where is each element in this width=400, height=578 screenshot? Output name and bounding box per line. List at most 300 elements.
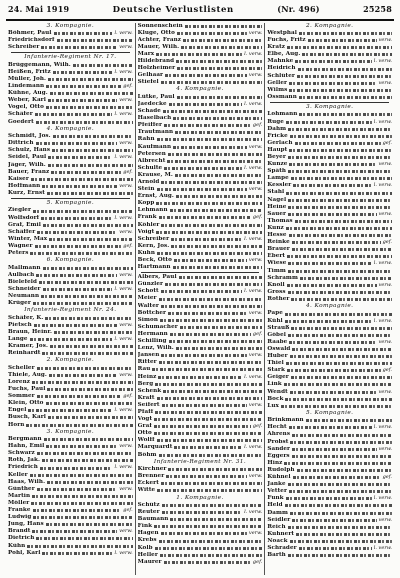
list-entry — [8, 400, 133, 407]
entry-details-text — [168, 312, 247, 315]
entry-status: verw. — [248, 29, 263, 36]
entry-name: Kraft — [137, 394, 155, 401]
list-entry — [138, 151, 263, 158]
entry-details-text — [157, 138, 263, 141]
entry-details-text — [57, 39, 133, 42]
list-entry — [267, 119, 392, 126]
entry-details-text — [42, 552, 112, 555]
section-heading: 4. Kompagnie. — [305, 302, 354, 309]
entry-details-text — [54, 32, 113, 35]
entry-name: Lindemann — [8, 83, 45, 90]
entry-details-text — [27, 545, 132, 548]
entry-name: Jansen — [137, 352, 160, 359]
entry-name: Haupt — [267, 146, 288, 153]
list-entry — [138, 359, 263, 366]
entry-status: verw. — [248, 401, 263, 408]
list-entry — [267, 346, 392, 353]
entry-details-text — [48, 156, 112, 159]
list-entry — [267, 495, 392, 502]
entry-status: l. verw. — [244, 235, 263, 242]
list-entry — [138, 274, 263, 281]
list-entry — [267, 389, 392, 396]
list-entry — [138, 165, 263, 172]
entry-name: Schlüter — [267, 72, 295, 79]
entry-name: Kühn — [8, 542, 26, 549]
list-entry — [8, 169, 133, 176]
entry-name: Hesse — [267, 232, 287, 239]
entry-status: verw. — [378, 210, 393, 217]
section-heading: 4. Kompagnie. — [46, 125, 95, 132]
list-entry — [267, 310, 392, 317]
list-entry — [8, 250, 133, 257]
list-entry — [138, 437, 263, 444]
entry-name: Friedrichsdorf — [8, 37, 55, 44]
list-entry — [8, 422, 133, 429]
entry-name: Mallmann — [8, 264, 41, 271]
entry-name: Schreiber — [8, 44, 40, 51]
entry-details-text — [284, 462, 392, 465]
entry-name: Bauer, Franz — [8, 168, 50, 175]
entry-name: Kunz — [267, 224, 284, 231]
entry-name: Janke — [267, 481, 286, 488]
entry-details-text — [30, 252, 132, 255]
entry-details-text — [53, 135, 133, 138]
entry-name: Geller — [267, 79, 288, 86]
list-entry — [267, 524, 392, 531]
entry-status: l. verw. — [373, 544, 393, 551]
entry-name: Schrader — [267, 544, 297, 551]
entry-name: Graf — [137, 423, 152, 430]
entry-details-text — [288, 199, 392, 202]
page-header — [6, 4, 394, 18]
list-entry — [267, 189, 392, 196]
entry-details-text — [292, 241, 381, 244]
entry-name: Brinkmann — [267, 417, 304, 424]
entry-name: Timm — [267, 267, 286, 274]
entry-name: Seidler — [267, 516, 291, 523]
entry-name: Sander — [267, 445, 291, 452]
section-heading: Infanterie-Regiment Nr. 17. — [24, 54, 117, 61]
entry-details-text — [42, 352, 132, 355]
entry-details-text — [154, 418, 262, 421]
entry-details-text — [171, 238, 242, 241]
entry-details-text — [31, 502, 132, 505]
list-entry — [267, 87, 392, 94]
entry-name: Maurer — [137, 558, 162, 565]
list-entry — [138, 214, 263, 221]
entry-name: Winter, Max — [8, 235, 48, 242]
entry-name: Vetter — [267, 488, 288, 495]
entry-details-text — [293, 476, 381, 479]
entry-status: gef. — [123, 242, 133, 249]
list-entry — [267, 197, 392, 204]
entry-details-text — [48, 78, 133, 81]
list-entry — [138, 281, 263, 288]
entry-name: Schramm — [267, 274, 298, 281]
entry-details-text — [289, 89, 392, 92]
header-page-number: 25258 — [363, 4, 392, 14]
entry-status: l. verw. — [114, 285, 133, 292]
entry-details-text — [166, 475, 247, 478]
list-entry — [267, 204, 392, 211]
entry-details-text — [44, 438, 133, 441]
header-rule — [6, 19, 394, 21]
list-entry — [8, 236, 133, 243]
entry-status: l. verw. — [373, 317, 393, 324]
entry-details-text — [163, 390, 262, 393]
list-entry — [267, 403, 392, 410]
list-entry — [267, 332, 392, 339]
entry-name: Berg — [137, 380, 154, 387]
entry-details-text — [288, 334, 392, 337]
entry-name: Dittrich — [8, 140, 34, 147]
section-heading: 3. Kompagnie. — [46, 22, 95, 29]
entry-name: Arnold — [137, 178, 160, 185]
list-entry — [8, 62, 133, 69]
entry-name: Kuhnert — [267, 530, 295, 537]
entry-name: Müller, Joh. — [8, 75, 47, 82]
list-entry — [138, 331, 263, 338]
entry-status: verw. — [248, 257, 263, 263]
entry-details-text — [284, 383, 392, 386]
entry-details-text — [32, 495, 133, 498]
section-heading: 2. Kompagnie. — [46, 357, 95, 364]
list-entry — [267, 431, 392, 438]
entry-status: gef. — [382, 474, 393, 481]
list-entry — [8, 69, 133, 76]
list-entry — [267, 44, 392, 51]
entry-details-text — [161, 181, 262, 184]
entry-name: Stahl — [267, 189, 285, 196]
entry-details-text — [292, 448, 376, 451]
entry-details-text — [162, 404, 247, 407]
list-entry — [8, 222, 133, 229]
entry-details-text — [43, 224, 133, 227]
entry-name: Kaiser — [8, 175, 29, 182]
entry-name: Kaufmann — [137, 143, 172, 150]
list-entry — [8, 229, 133, 236]
entry-status: verw. — [248, 352, 263, 359]
entry-details-text — [288, 170, 392, 173]
list-entry — [138, 122, 263, 129]
list-entry — [267, 161, 392, 168]
entry-details-text — [174, 259, 247, 262]
entry-status: gef. — [252, 423, 263, 430]
entry-details-text — [155, 383, 262, 386]
entry-name: Schade — [137, 108, 161, 115]
entry-name: Link — [267, 381, 282, 388]
entry-name: Schreiber — [137, 235, 170, 242]
section-heading: 3. Kompagnie. — [305, 103, 354, 110]
list-entry — [267, 37, 392, 44]
entry-status: verw. — [378, 388, 393, 395]
list-entry — [138, 158, 263, 165]
entry-status: l. verw. — [114, 30, 133, 36]
entry-name: Hinz — [267, 459, 283, 466]
list-entry — [138, 179, 263, 186]
entry-details-text — [299, 113, 392, 116]
list-entry — [138, 250, 263, 257]
list-entry — [8, 457, 133, 464]
entry-details-text — [174, 446, 242, 449]
section-heading: 3. Kompagnie. — [46, 428, 95, 435]
entry-status: verw. — [119, 97, 133, 104]
entry-name: Ritter — [137, 359, 157, 366]
list-entry — [267, 396, 392, 403]
list-entry — [138, 559, 263, 566]
entry-name: Meier — [137, 295, 157, 302]
entry-details-text — [295, 60, 371, 63]
entry-details-text — [161, 224, 262, 227]
entry-status: l. verw. — [114, 214, 133, 221]
list-entry — [138, 366, 263, 373]
entry-name: Rau — [137, 366, 151, 373]
entry-status: gef. — [382, 139, 393, 146]
list-entry — [267, 246, 392, 253]
entry-status: l. verw. — [244, 444, 263, 451]
entry-details-text — [159, 298, 263, 301]
header-issue: (Nr. 496) — [277, 4, 320, 14]
entry-status: l. verw. — [114, 111, 133, 118]
list-entry — [267, 467, 392, 474]
entry-name: Beyer — [267, 154, 286, 160]
list-entry — [138, 144, 263, 151]
entry-name: Eckert — [137, 480, 159, 487]
entry-name: Westphal — [267, 30, 297, 36]
list-entry — [8, 265, 133, 272]
entry-details-text — [292, 348, 392, 351]
entry-name: Hildebrand — [137, 57, 175, 64]
list-entry — [8, 336, 133, 343]
list-entry — [8, 315, 133, 322]
entry-details-text — [46, 445, 117, 448]
entry-details-text — [35, 245, 122, 248]
entry-details-text — [163, 110, 262, 113]
entry-name: Heine — [267, 203, 287, 210]
entry-name: Albers, Paul — [137, 274, 177, 281]
entry-name: Oswald — [267, 345, 291, 352]
entry-name: Reinhardt — [8, 350, 41, 357]
list-entry — [138, 172, 263, 179]
entry-details-text — [290, 135, 392, 138]
list-entry — [138, 44, 263, 51]
entry-details-text — [288, 206, 392, 209]
entry-details-text — [291, 327, 392, 330]
entry-details-text — [290, 391, 377, 394]
entry-details-text — [285, 313, 392, 316]
entry-details-text — [173, 117, 262, 120]
entry-details-text — [179, 276, 263, 279]
list-entry — [8, 279, 133, 286]
list-entry — [8, 207, 133, 214]
list-entry — [8, 414, 133, 421]
entry-status: l. verw. — [244, 164, 263, 171]
entry-name: Holzheimer — [137, 65, 176, 72]
entry-name: Kluge, Otto — [137, 29, 175, 36]
entry-details-text — [157, 397, 263, 400]
list-entry — [8, 365, 133, 372]
entry-name: Pietsch — [8, 321, 32, 328]
list-entry — [8, 386, 133, 393]
entry-name: Petersen — [137, 150, 166, 157]
entry-name: Böhmer, Paul — [8, 30, 52, 36]
entry-name: Möller — [8, 499, 30, 506]
entry-name: Elbe, Aug. — [267, 51, 301, 58]
list-entry — [138, 222, 263, 229]
entry-name: Knoll — [267, 281, 285, 288]
section-heading: 2. Kompagnie. — [305, 22, 354, 29]
entry-status: l. verw. — [373, 182, 393, 189]
entry-name: Wendt — [267, 388, 288, 395]
entry-name: Brüggemann, Wilh. — [8, 61, 71, 68]
list-entry — [267, 289, 392, 296]
entry-name: Ernst, Aug. — [137, 193, 174, 200]
entry-details-text — [41, 46, 117, 49]
list-entry — [8, 479, 133, 486]
entry-status: gef. — [382, 239, 393, 246]
entry-name: Trautmann — [137, 129, 174, 136]
entry-details-text — [288, 262, 371, 265]
entry-details-text — [291, 298, 392, 301]
list-entry — [267, 439, 392, 446]
entry-name: Schulte — [137, 164, 163, 171]
list-entry — [267, 260, 392, 267]
entry-status: verw. — [378, 516, 393, 523]
entry-name: Geiger — [267, 374, 289, 381]
entry-details-text — [290, 355, 392, 358]
list-entry — [138, 310, 263, 317]
entry-status: l. verw. — [114, 407, 133, 414]
entry-details-text — [155, 547, 263, 550]
list-entry — [267, 154, 392, 161]
entry-name: Thiele, Aug. — [8, 371, 47, 378]
entry-name: Hermann — [137, 330, 168, 337]
entry-status: l. verw. — [373, 58, 393, 65]
list-entry — [267, 453, 392, 460]
entry-details-text — [292, 434, 392, 437]
entry-name: Stein — [137, 186, 155, 193]
entry-details-text — [169, 103, 242, 106]
entry-status: gef. — [252, 122, 263, 129]
entry-details-text — [292, 248, 392, 251]
entry-name: Frank — [137, 214, 157, 221]
entry-details-text — [161, 81, 263, 84]
entry-details-text — [288, 526, 392, 529]
entry-name: Probst — [267, 438, 289, 445]
entry-name: Marquardt — [137, 444, 173, 451]
list-entry — [138, 136, 263, 143]
list-entry — [8, 450, 133, 457]
entry-name: Funk — [267, 495, 284, 502]
entry-details-text — [175, 174, 262, 177]
entry-status: l. verw. — [114, 335, 133, 342]
entry-details-text — [170, 209, 263, 212]
entry-details-text — [159, 454, 263, 457]
entry-status: l. verw. — [114, 154, 133, 161]
list-entry — [8, 486, 133, 493]
list-entry — [8, 493, 133, 500]
entry-details-text — [296, 533, 392, 536]
entry-status: verw. — [119, 182, 133, 189]
list-entry — [138, 516, 263, 523]
list-entry — [138, 186, 263, 193]
list-entry — [138, 523, 263, 530]
entry-details-text — [46, 106, 133, 109]
entry-details-text — [33, 509, 122, 512]
list-entry — [8, 104, 133, 111]
entry-details-text — [43, 267, 133, 270]
list-entry — [138, 51, 263, 58]
entry-details-text — [290, 512, 392, 515]
entry-status: gef. — [123, 507, 133, 514]
entry-status: verw. — [378, 338, 393, 345]
entry-details-text — [32, 381, 133, 384]
entry-details-text — [41, 295, 133, 298]
entry-name: Kuhn — [137, 249, 156, 256]
list-entry — [138, 303, 263, 310]
entry-name: Peters — [8, 250, 29, 257]
list-entry — [267, 481, 392, 488]
list-entry — [138, 374, 263, 381]
entry-name: Haselbach — [137, 115, 172, 122]
section-divider — [270, 102, 389, 103]
list-entry — [138, 473, 263, 480]
list-entry — [138, 480, 263, 487]
entry-name: Heinz — [137, 373, 157, 380]
list-entry — [8, 407, 133, 414]
entry-details-text — [297, 469, 393, 472]
list-entry — [267, 182, 392, 189]
list-entry — [267, 253, 392, 260]
entry-status: verw. — [119, 44, 133, 51]
entry-name: Franke — [8, 507, 31, 514]
entry-name: Reuter — [137, 509, 160, 516]
entry-details-text — [167, 160, 262, 163]
entry-details-text — [161, 354, 247, 357]
entry-details-text — [36, 121, 133, 124]
list-entry — [138, 381, 263, 388]
list-entry — [267, 168, 392, 175]
entry-name: Lorenz — [8, 378, 31, 385]
list-entry — [138, 58, 263, 65]
entry-status: verw. — [378, 161, 393, 168]
list-entry — [8, 379, 133, 386]
entry-name: Brandt — [8, 528, 31, 535]
entry-details-text — [288, 554, 392, 557]
list-entry — [267, 175, 392, 182]
entry-name: Schilling — [137, 338, 167, 345]
entry-details-text — [292, 519, 376, 522]
entry-details-text — [26, 424, 132, 427]
entry-details-text — [157, 489, 262, 492]
entry-status: gef. — [252, 558, 263, 565]
entry-details-text — [30, 474, 133, 477]
entry-details-text — [288, 270, 392, 273]
entry-status: gef. — [123, 83, 133, 90]
list-entry — [8, 514, 133, 521]
entry-status: verw. — [248, 309, 263, 316]
entry-name: Stiefel — [137, 79, 159, 86]
entry-details-text — [47, 481, 133, 484]
entry-details-text — [33, 302, 133, 305]
entry-details-text — [36, 537, 132, 540]
entry-status: verw. — [248, 186, 263, 193]
list-entry — [138, 552, 263, 559]
entry-name: Seidel, Paul — [8, 154, 47, 161]
entry-details-text — [288, 483, 392, 486]
entry-name: Pape — [267, 310, 283, 317]
list-entry — [138, 452, 263, 459]
